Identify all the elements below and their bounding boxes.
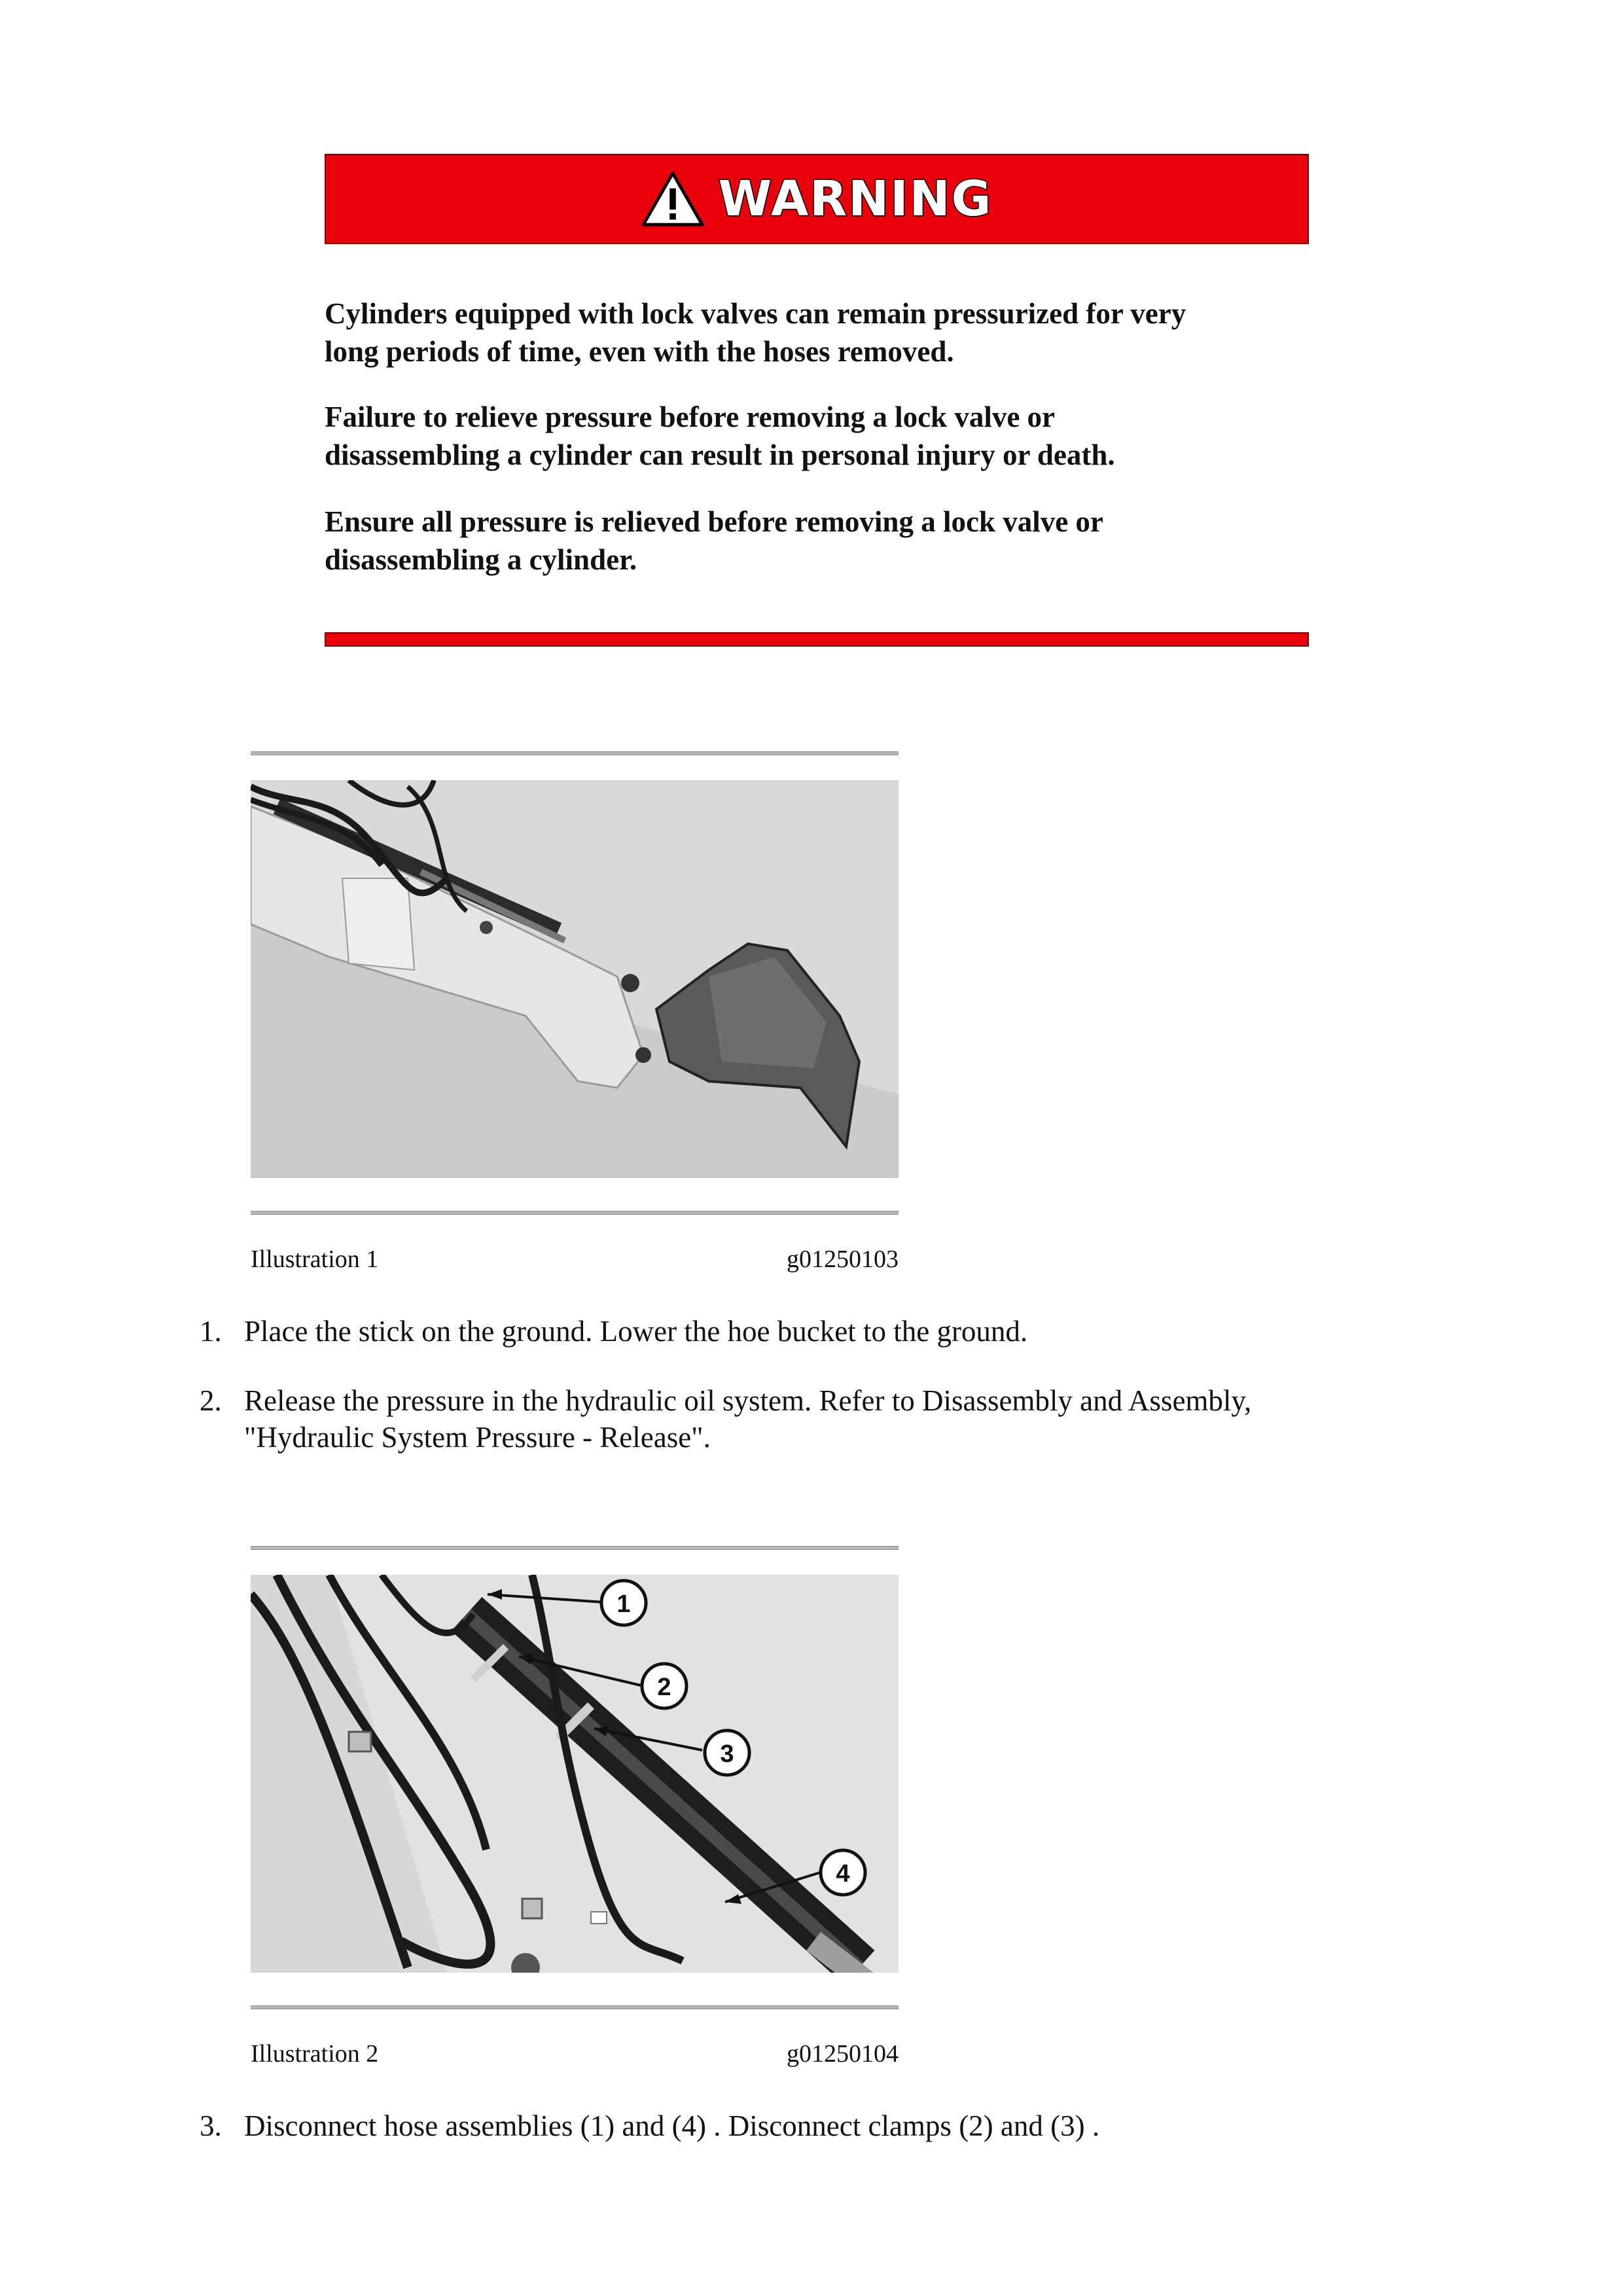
warning-paragraph: Ensure all pressure is relieved before removing a lock valve or disassembling a cylinder. — [325, 505, 1103, 576]
callout-1: 1 — [616, 1590, 631, 1618]
callout-2: 2 — [657, 1674, 671, 1701]
callout-3: 3 — [720, 1740, 734, 1768]
illustration-top-rule — [251, 1546, 899, 1550]
warning-banner — [325, 154, 1309, 244]
step-number: 2. — [200, 1384, 222, 1417]
illustration-top-rule — [251, 751, 899, 755]
step-item — [200, 1313, 1378, 1350]
illustration-code: g01250104 — [787, 2040, 899, 2068]
illustration-bottom-rule — [251, 1211, 899, 1215]
illustration-2-photo — [251, 1575, 899, 1973]
warning-triangle-icon — [641, 171, 704, 227]
illustration-1-photo — [251, 780, 899, 1178]
step-text: Disconnect hose assemblies (1) and (4) . Disconnect clamps (2) and (3) . — [244, 2109, 1100, 2142]
callout-4: 4 — [836, 1860, 850, 1888]
step-text: Place the stick on the ground. Lower the hoe bucket to the ground. — [244, 1315, 1028, 1348]
illustration-bottom-rule — [251, 2005, 899, 2009]
step-number: 1. — [200, 1315, 222, 1348]
step-item — [200, 2108, 1378, 2144]
illustration-code: g01250103 — [787, 1246, 899, 1273]
warning-bottom-bar — [325, 632, 1309, 647]
illustration-caption — [251, 2039, 899, 2068]
warning-paragraph: Failure to relieve pressure before removing a lock valve or disassembling a cylinder can result in personal injury or death. — [325, 401, 1115, 471]
step-number: 3. — [200, 2109, 222, 2142]
illustration-label: Illustration 2 — [251, 2040, 379, 2068]
warning-title: WARNING — [718, 171, 993, 227]
warning-paragraph: Cylinders equipped with lock valves can remain pressurized for very long periods of time, even with the hoses removed. — [325, 297, 1186, 368]
step-item — [200, 1382, 1378, 1456]
illustration-label: Illustration 1 — [251, 1246, 379, 1273]
illustration-caption — [251, 1245, 899, 1274]
step-text: Release the pressure in the hydraulic oil system. Refer to Disassembly and Assembly, "Hydraulic System Pressure - Release". — [244, 1384, 1252, 1454]
